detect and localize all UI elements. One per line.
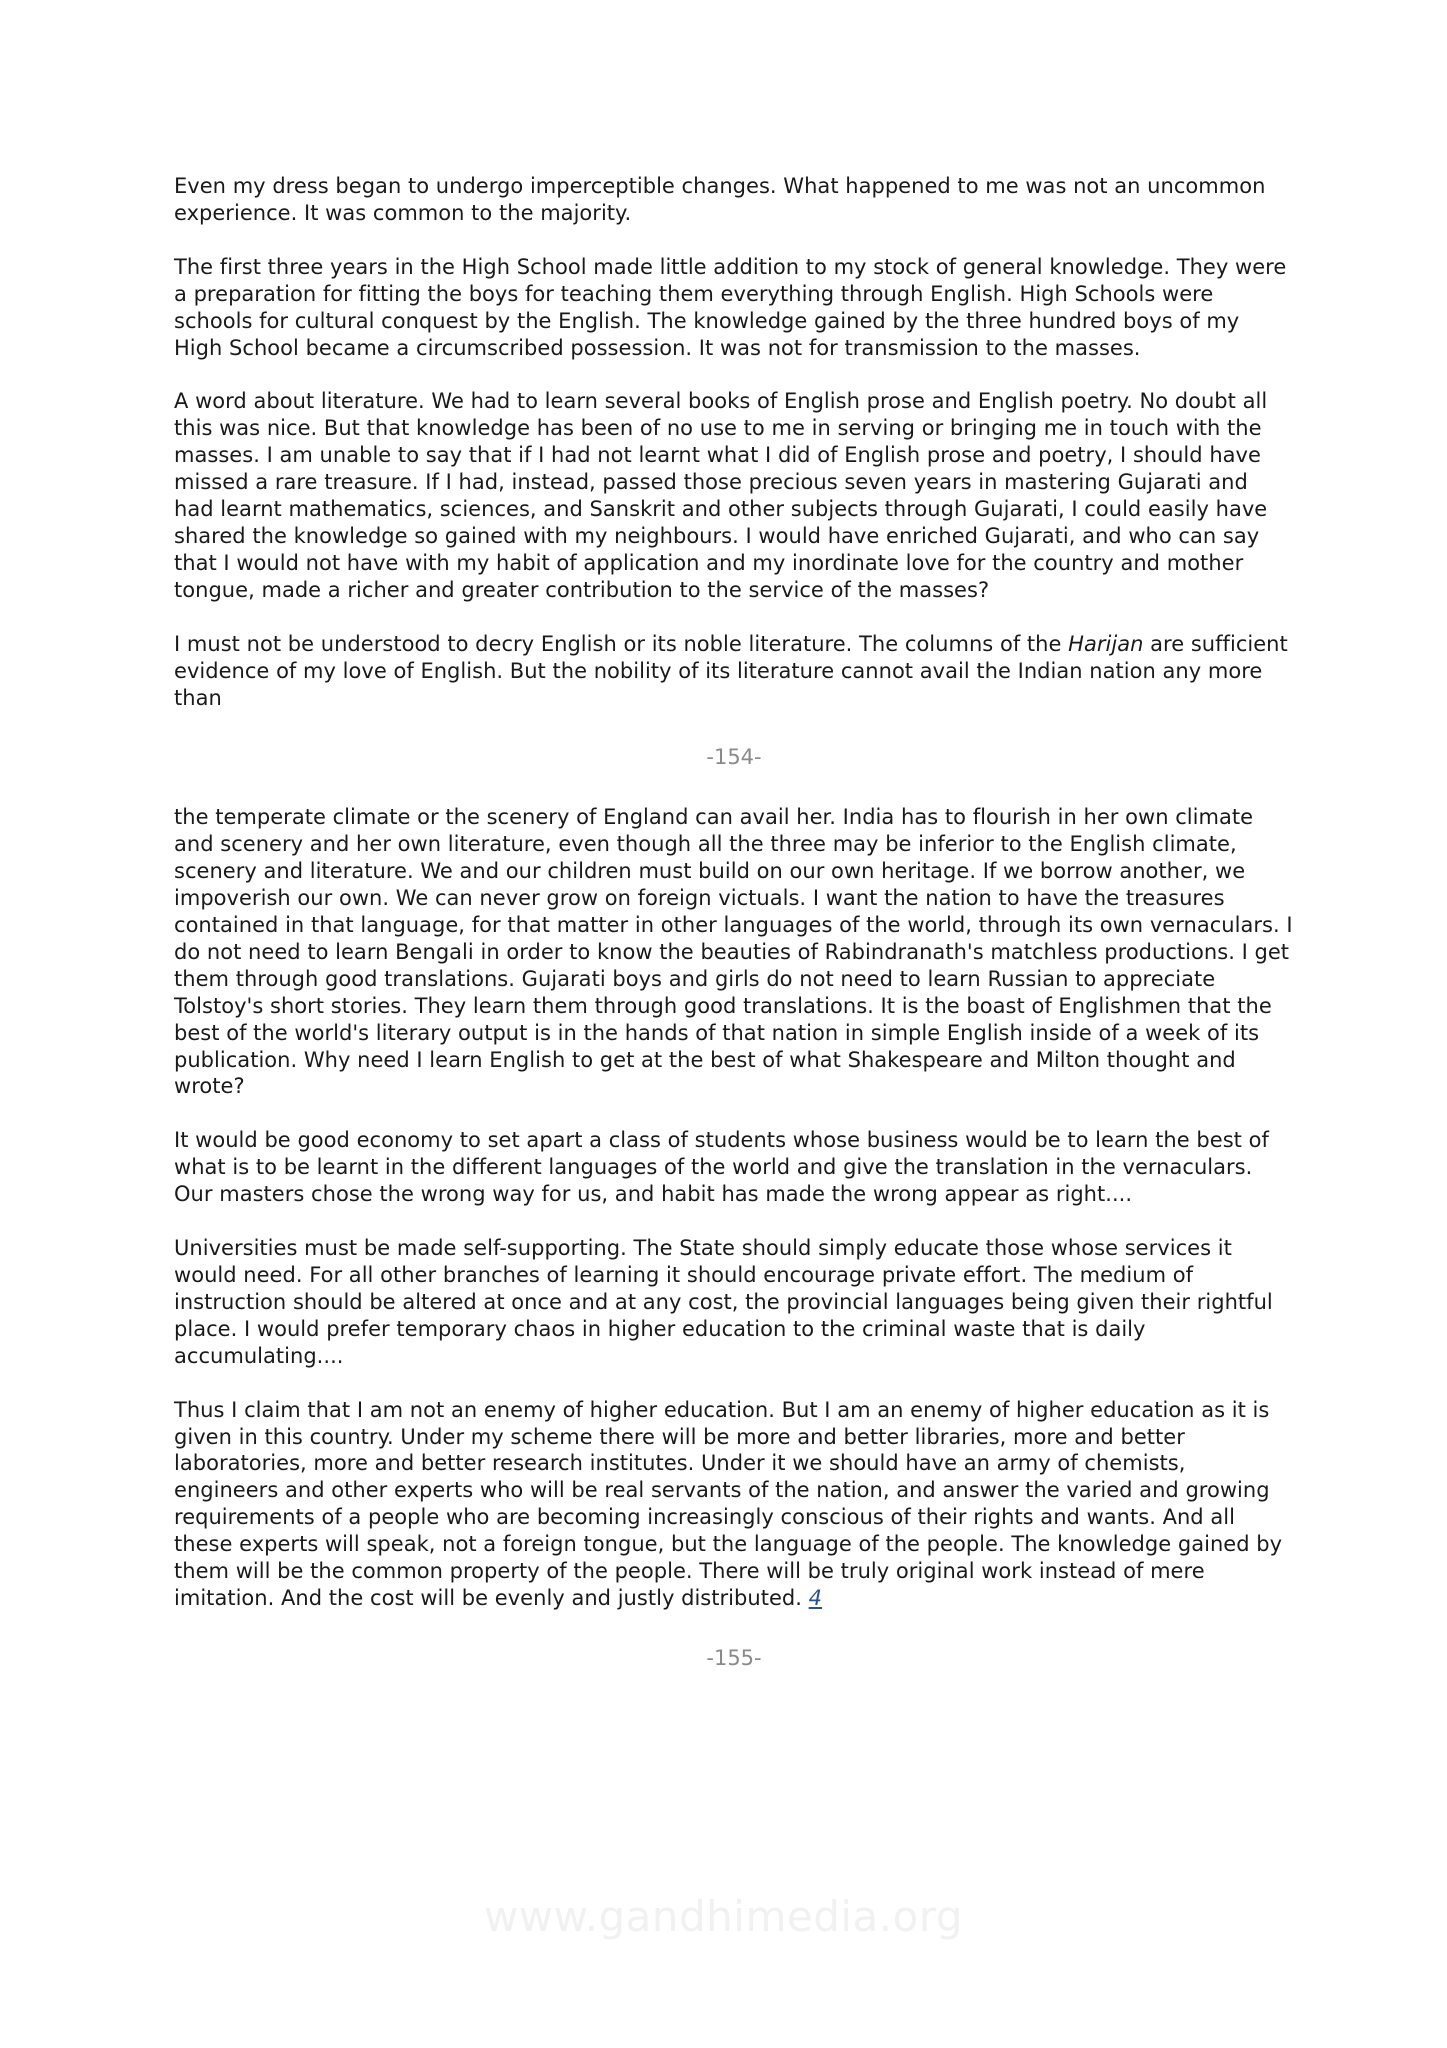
document-page [174,173,1294,1672]
text-segment: I must not be understood to decry English or its noble literature. The columns of the [174,631,1069,656]
paragraph-high-school: The first three years in the High School made little addition to my stock of general knowledge. They were a preparation for fitting the boys for teaching them everything through English. High Schools were schools for cultural conquest by the English. The knowledge gained by the three hundred boys of my High School became a circumscribed possession. It was not for transmission to the masses. [174,254,1287,360]
text-segment: Thus I claim that I am not an enemy of higher education. But I am an enemy of higher education as it is given in this country. Under my scheme there will be more and better libraries, more and better laboratories, more and better research institutes. Under it we should have an army of chemists, engineers and other experts who will be real servants of the nation, and answer the varied and growing requirements of a people who are becoming increasingly conscious of their rights and wants. And all these experts will speak, not a foreign tongue, but the language of the people. The knowledge gained by them will be the common property of the people. There will be truly original work instead of mere imitation. And the cost will be evenly and justly distributed. [174,1397,1283,1610]
watermark: www.gandhimedia.org [483,1892,964,1941]
text-segment: are sufficient evidence of my love of English. But the nobility of its literature cannot avail the Indian nation any more than [174,631,1288,710]
paragraph-decry-english [174,631,1294,712]
paragraph-temperate-climate: the temperate climate or the scenery of England can avail her. India has to flourish in her own climate and scenery and her own literature, even though all the three may be inferior to the English climate, scenery and literature. We and our children must build on our own heritage. If we borrow another, we impoverish our own. We can never grow on foreign victuals. I want the nation to have the treasures contained in that language, for that matter in other languages of the world, through its own vernaculars. I do not need to learn Bengali in order to know the beauties of Rabindranath's matchless productions. I get them through good translations. Gujarati boys and girls do not need to learn Russian to appreciate Tolstoy's short stories. They learn them through good translations. It is the boast of Englishmen that the best of the world's literary output is in the hands of that nation in simple English inside of a week of its publication. Why need I learn English to get at the best of what Shakespeare and Milton thought and wrote? [174,805,1293,1099]
paragraph-higher-education [174,1397,1294,1612]
paragraph-good-economy: It would be good economy to set apart a class of students whose business would be to learn the best of what is to be learnt in the different languages of the world and give the translation in the vernaculars. Our masters chose the wrong way for us, and habit has made the wrong appear as right.... [174,1128,1269,1207]
paragraph-literature: A word about literature. We had to learn several books of English prose and English poetry. No doubt all this was nice. But that knowledge has been of no use to me in serving or bringing me in touch with the masses. I am unable to say that if I had not learnt what I did of English prose and poetry, I should have missed a rare treasure. If I had, instead, passed those precious seven years in mastering Gujarati and had learnt mathematics, sciences, and Sanskrit and other subjects through Gujarati, I could easily have shared the knowledge so gained with my neighbours. I would have enriched Gujarati, and who can say that I would not have with my habit of application and my inordinate love for the country and mother tongue, made a richer and greater contribution to the service of the masses? [174,389,1268,602]
harijan-title: Harijan [1068,631,1144,656]
page-number: -155- [706,1645,762,1670]
footnote-link[interactable]: 4 [808,1585,823,1610]
paragraph-dress: Even my dress began to undergo imperceptible changes. What happened to me was not an uncommon experience. It was common to the majority. [174,174,1266,225]
paragraph-universities: Universities must be made self-supporting. The State should simply educate those whose services it would need. For all other branches of learning it should encourage private effort. The medium of instruction should be altered at once and at any cost, the provincial languages being given their rightful place. I would prefer temporary chaos in higher education to the criminal waste that is daily accumulating.... [174,1236,1273,1368]
page-number: -154- [706,745,762,770]
